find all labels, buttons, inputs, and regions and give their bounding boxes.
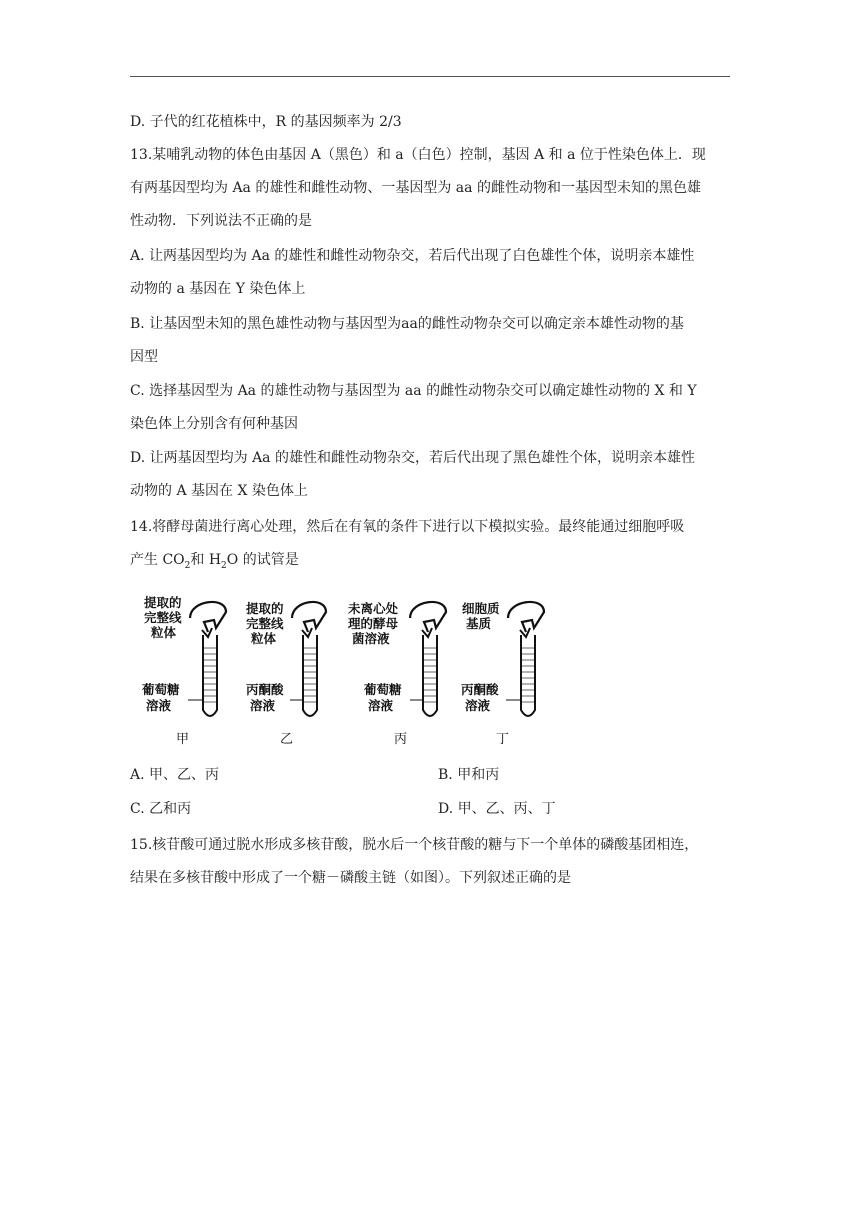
q13-stem-line-2: 有两基因型均为 Aa 的雄性和雌性动物、一基因型为 aa 的雌性动物和一基因型未知的黑色雄 xyxy=(130,180,701,196)
test-tubes-figure xyxy=(130,590,610,750)
tube-bing-dropper-icon xyxy=(410,602,446,632)
tube-ding-top-label-1: 细胞质 xyxy=(462,601,500,616)
tube-yi-top-label-1: 提取的 xyxy=(246,601,284,616)
tube-bing-top-label-3: 菌溶液 xyxy=(352,631,390,646)
q13-option-c-line-2: 染色体上分别含有何种基因 xyxy=(130,416,298,432)
q13-stem-line-1: 13.某哺乳动物的体色由基因 A（黑色）和 a（白色）控制，基因 A 和 a 位于性染色体上．现 xyxy=(130,147,706,163)
tube-jia-dropper-icon xyxy=(190,602,226,632)
tube-yi-side-label-2: 溶液 xyxy=(250,698,276,713)
q13-option-c-line-1: C. 选择基因型为 Aa 的雄性动物与基因型为 aa 的雌性动物杂交可以确定雄性动物的 X 和 Y xyxy=(130,383,697,399)
tube-jia-top-label-2: 完整线 xyxy=(144,610,182,625)
tube-jia-side-label-2: 溶液 xyxy=(146,698,172,713)
q13-option-b-line-1: B. 让基因型未知的黑色雄性动物与基因型为aa的雌性动物杂交可以确定亲本雄性动物的基 xyxy=(130,316,684,332)
q14-option-d: D. 甲、乙、丙、丁 xyxy=(438,801,556,817)
q15-stem-line-2: 结果在多核苷酸中形成了一个糖－磷酸主链（如图）。下列叙述正确的是 xyxy=(130,870,571,886)
q15-stem-line-1: 15.核苷酸可通过脱水形成多核苷酸，脱水后一个核苷酸的糖与下一个单体的磷酸基团相连， xyxy=(130,837,699,853)
tube-ding xyxy=(461,601,544,747)
tube-ding-top-label-2: 基质 xyxy=(466,616,492,631)
tube-bing-top-label-2: 理的酵母 xyxy=(348,616,399,631)
q13-option-d-line-1: D. 让两基因型均为 Aa 的雄性和雌性动物杂交，若后代出现了黑色雄性个体，说明亲本雄性 xyxy=(130,450,695,466)
tube-bing xyxy=(348,601,446,747)
tube-jia-top-label-3: 粒体 xyxy=(151,625,177,640)
tube-ding-dropper-icon xyxy=(508,602,544,632)
q14-stem-line-1: 14.将酵母菌进行离心处理，然后在有氧的条件下进行以下模拟实验。最终能通过细胞呼吸 xyxy=(130,519,685,535)
tube-yi-caption: 乙 xyxy=(280,732,294,747)
tube-jia xyxy=(142,595,226,747)
tube-jia-side-label-1: 葡萄糖 xyxy=(142,682,180,697)
tube-yi-side-label-1: 丙酮酸 xyxy=(246,682,284,697)
tube-bing-side-label-1: 葡萄糖 xyxy=(364,682,402,697)
q12-option-d: D. 子代的红花植株中，R 的基因频率为 2/3 xyxy=(130,114,402,130)
tube-bing-top-label-1: 未离心处 xyxy=(348,601,399,616)
tube-yi-top-label-2: 完整线 xyxy=(246,616,284,631)
tube-ding-side-label-2: 溶液 xyxy=(465,698,491,713)
tube-bing-side-label-2: 溶液 xyxy=(368,698,394,713)
tube-yi xyxy=(246,601,326,747)
q14-stem-line-2: 产生 $CO_2$和 $H_2O$ 的试管是 xyxy=(130,552,299,571)
q14-option-b: B. 甲和丙 xyxy=(438,767,500,783)
q14-option-a: A. 甲、乙、丙 xyxy=(130,767,220,783)
q13-stem-line-3: 性动物．下列说法不正确的是 xyxy=(130,213,312,229)
tube-ding-caption: 丁 xyxy=(496,732,510,747)
tube-jia-caption: 甲 xyxy=(176,732,190,747)
header-rule xyxy=(130,76,730,77)
tube-jia-top-label-1: 提取的 xyxy=(144,595,182,610)
q13-option-d-line-2: 动物的 A 基因在 X 染色体上 xyxy=(130,483,308,499)
q13-option-a-line-1: A. 让两基因型均为 Aa 的雄性和雌性动物杂交，若后代出现了白色雄性个体，说明亲本雄性 xyxy=(130,248,695,264)
tube-ding-side-label-1: 丙酮酸 xyxy=(461,682,499,697)
q13-option-a-line-2: 动物的 a 基因在 Y 染色体上 xyxy=(130,281,306,297)
q13-option-b-line-2: 因型 xyxy=(130,349,158,365)
tube-yi-dropper-icon xyxy=(292,602,326,632)
tube-bing-caption: 丙 xyxy=(394,732,408,747)
q14-option-c: C. 乙和丙 xyxy=(130,801,192,817)
tube-yi-top-label-3: 粒体 xyxy=(251,631,277,646)
